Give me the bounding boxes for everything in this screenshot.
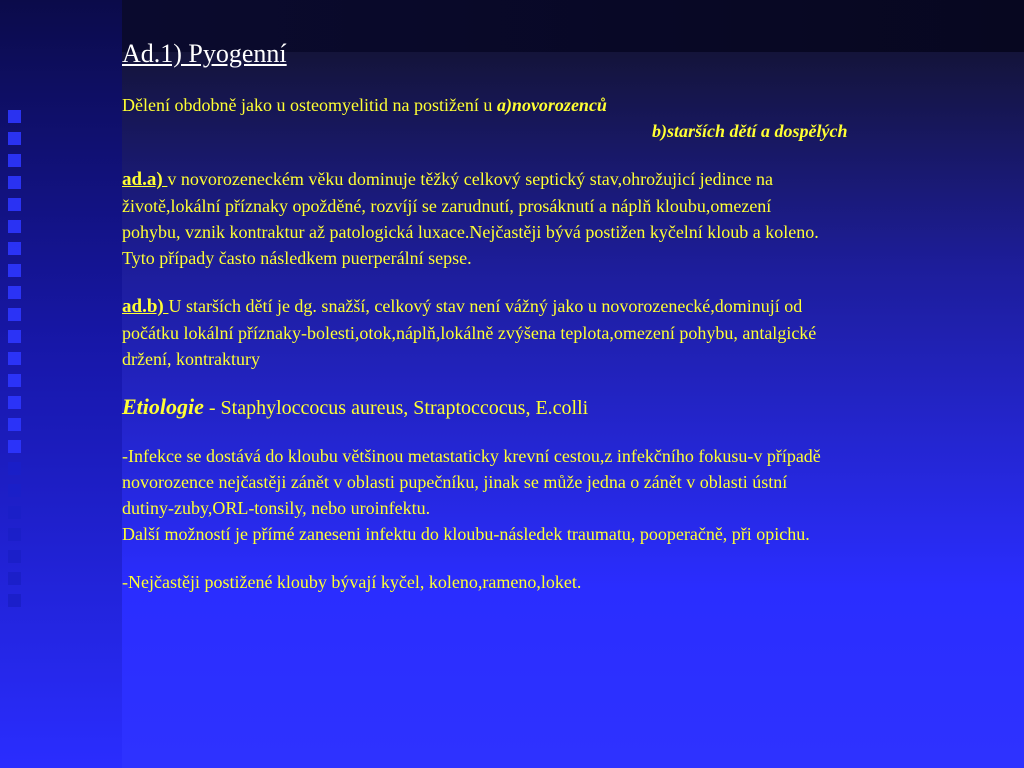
infection-line: dutiny-zuby,ORL-tonsily, nebo uroinfektu. <box>122 498 431 518</box>
ad-a-line: pohybu, vznik kontraktur až patologická luxace.Nejčastěji bývá postižen kyčelní kloub a koleno. <box>122 222 819 242</box>
decor-square <box>8 572 21 585</box>
intro-line <box>122 92 1012 118</box>
ad-a-line: Tyto případy často následkem puerperální sepse. <box>122 248 472 268</box>
intro-group-b: b)starších dětí a dospělých <box>652 121 848 141</box>
ad-a-line: v novorozeneckém věku dominuje těžký celkový septický stav,ohrožujicí jedince na <box>167 169 774 189</box>
infection-line: novorozence nejčastěji zánět v oblasti pupečníku, jinak se může jedna o zánět v oblasti ústní <box>122 472 788 492</box>
infection-paragraph <box>122 443 1012 547</box>
spacer <box>122 271 1012 293</box>
intro-group-a: a)novorozenců <box>496 95 607 115</box>
slide-content <box>122 38 1012 595</box>
etiology-label: Etiologie <box>122 394 204 419</box>
ad-b-line: počátku lokální příznaky-bolesti,otok,náplň,lokálně zvýšena teplota,omezení pohybu, antalgické <box>122 323 817 343</box>
decor-square <box>8 528 21 541</box>
etiology-line <box>122 394 1012 421</box>
decor-square <box>8 154 21 167</box>
decor-square <box>8 286 21 299</box>
ad-b-line: U starších dětí je dg. snažší, celkový stav není vážný jako u novorozenecké,dominují od <box>168 296 803 316</box>
decor-square <box>8 396 21 409</box>
decor-square <box>8 550 21 563</box>
spacer <box>122 421 1012 443</box>
ad-b-paragraph <box>122 293 1012 372</box>
infection-line: Další možností je přímé zaneseni infektu do kloubu-následek traumatu, pooperačně, při opichu. <box>122 524 810 544</box>
decor-square <box>8 352 21 365</box>
intro-text: Dělení obdobně jako u osteomyelitid na postižení u <box>122 95 497 115</box>
decor-square <box>8 198 21 211</box>
decor-square <box>8 462 21 475</box>
decor-square <box>8 242 21 255</box>
decor-square <box>8 374 21 387</box>
spacer <box>122 372 1012 394</box>
decor-square <box>8 506 21 519</box>
decor-square <box>8 330 21 343</box>
decor-square <box>8 176 21 189</box>
decor-square <box>8 132 21 145</box>
decor-square <box>8 264 21 277</box>
left-decor-strip <box>0 0 122 768</box>
spacer <box>122 144 1012 166</box>
infection-line: -Infekce se dostává do kloubu většinou metastaticky krevní cestou,z infekčního fokusu-v případě <box>122 446 821 466</box>
decor-square <box>8 418 21 431</box>
decor-squares <box>6 110 28 616</box>
ad-b-line: držení, kontraktury <box>122 349 260 369</box>
decor-square <box>8 308 21 321</box>
spacer <box>122 547 1012 569</box>
ad-a-paragraph <box>122 166 1012 271</box>
ad-b-label: ad.b) <box>122 296 169 317</box>
decor-square <box>8 484 21 497</box>
intro-line-b <box>122 118 1012 144</box>
decor-square <box>8 110 21 123</box>
joints-line: -Nejčastěji postižené klouby bývají kyčel, koleno,rameno,loket. <box>122 572 582 592</box>
etiology-text: - Staphyloccocus aureus, Straptoccocus, E.colli <box>203 397 589 419</box>
ad-a-line: životě,lokální příznaky opožděné, rozvíjí se zarudnutí, prosáknutí a náplň kloubu,omezení <box>122 196 772 216</box>
decor-square <box>8 220 21 233</box>
decor-square <box>8 440 21 453</box>
slide-title: Ad.1) Pyogenní <box>122 39 287 68</box>
ad-a-label: ad.a) <box>122 169 168 190</box>
decor-square <box>8 594 21 607</box>
